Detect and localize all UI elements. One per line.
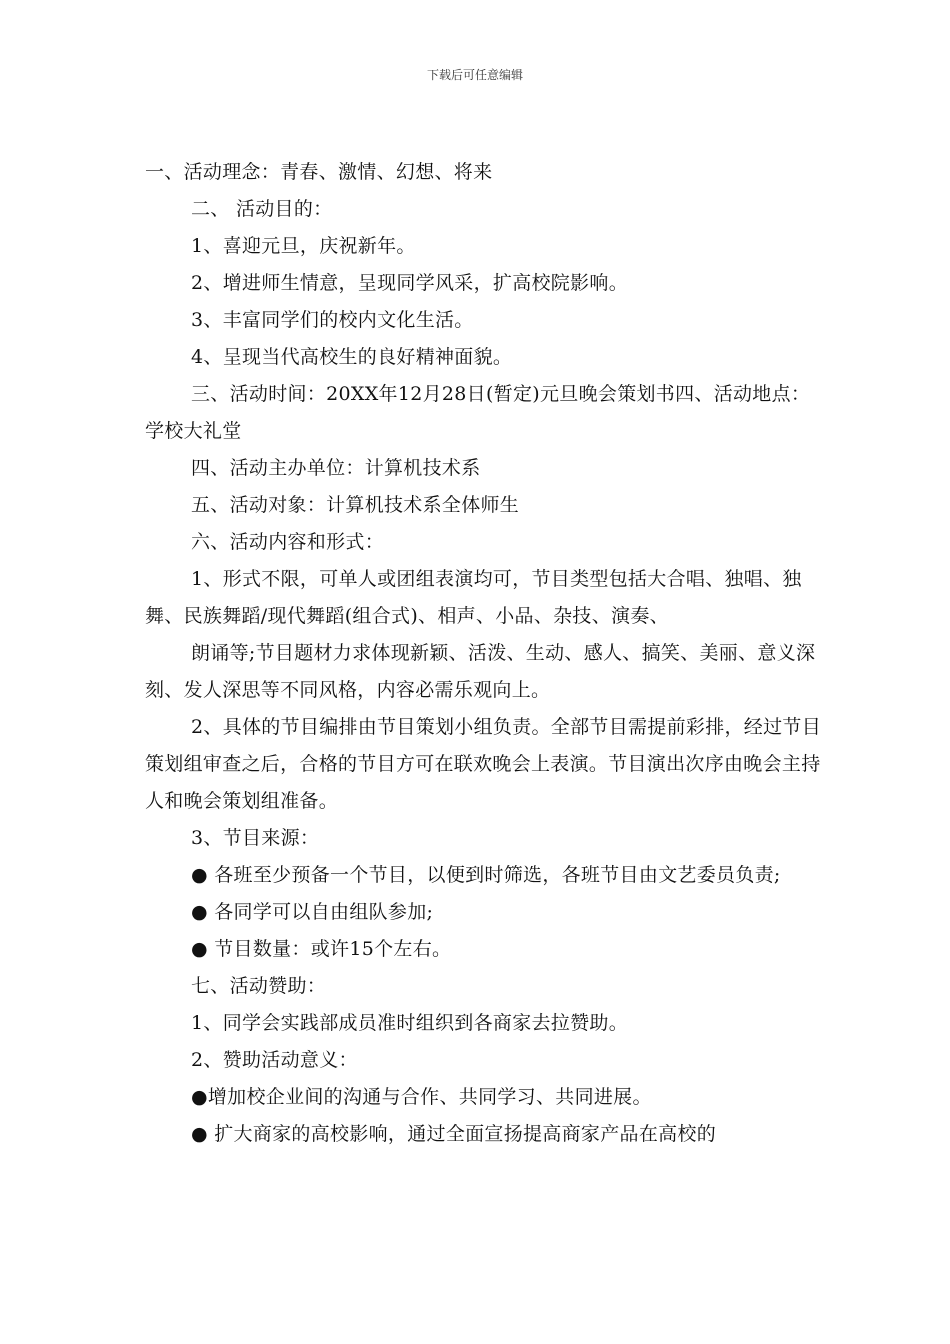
paragraph-time-location: 三、活动时间：20XX年12月28日(暂定)元旦晚会策划书四、活动地点：学校大礼堂 bbox=[145, 383, 811, 442]
paragraph-sponsor-2: 2、赞助活动意义： bbox=[191, 1049, 358, 1071]
paragraph-purpose-heading: 二、 活动目的： bbox=[191, 198, 333, 220]
paragraph-content-heading: 六、活动内容和形式： bbox=[191, 531, 385, 553]
paragraph-purpose-3: 3、丰富同学们的校内文化生活。 bbox=[191, 309, 474, 331]
paragraph-purpose-2: 2、增进师生情意，呈现同学风采，扩高校院影响。 bbox=[191, 272, 628, 294]
paragraph-purpose-1: 1、喜迎元旦，庆祝新年。 bbox=[191, 235, 416, 257]
bullet-source-1: ● 各班至少预备一个节目，以便到时筛选，各班节目由文艺委员负责; bbox=[191, 864, 781, 886]
bullet-sponsor-2: ● 扩大商家的高校影响，通过全面宣扬提高商家产品在高校的 bbox=[191, 1123, 717, 1145]
bullet-sponsor-1: ●增加校企业间的沟通与合作、共同学习、共同进展。 bbox=[191, 1086, 652, 1108]
paragraph-content-1: 1、形式不限，可单人或团组表演均可，节目类型包括大合唱、独唱、独舞、民族舞蹈/现代舞蹈(组合式)、相声、小品、杂技、演奏、 bbox=[145, 568, 802, 627]
paragraph-sponsor-heading: 七、活动赞助： bbox=[191, 975, 327, 997]
bullet-source-3: ● 节目数量：或许15个左右。 bbox=[191, 938, 452, 960]
page-header: 下载后可任意编辑 bbox=[426, 68, 523, 82]
paragraph-source-heading: 3、节目来源： bbox=[191, 827, 320, 849]
paragraph-content-1-cont: 朗诵等;节目题材力求体现新颖、活泼、生动、感人、搞笑、美丽、意义深刻、发人深思等不同风格，内容必需乐观向上。 bbox=[145, 642, 816, 701]
paragraph-sponsor-1: 1、同学会实践部成员准时组织到各商家去拉赞助。 bbox=[191, 1012, 628, 1034]
document-body bbox=[145, 154, 821, 1153]
bullet-source-2: ● 各同学可以自由组队参加; bbox=[191, 901, 434, 923]
paragraph-audience: 五、活动对象：计算机技术系全体师生 bbox=[191, 494, 520, 516]
paragraph-purpose-4: 4、呈现当代高校生的良好精神面貌。 bbox=[191, 346, 513, 368]
paragraph-organizer: 四、活动主办单位：计算机技术系 bbox=[191, 457, 481, 479]
paragraph-content-2: 2、具体的节目编排由节目策划小组负责。全部节目需提前彩排，经过节目策划组审查之后，合格的节目方可在联欢晚会上表演。节目演出次序由晚会主持人和晚会策划组准备。 bbox=[145, 716, 821, 812]
paragraph-concept: 一、活动理念：青春、激情、幻想、将来 bbox=[145, 161, 493, 183]
